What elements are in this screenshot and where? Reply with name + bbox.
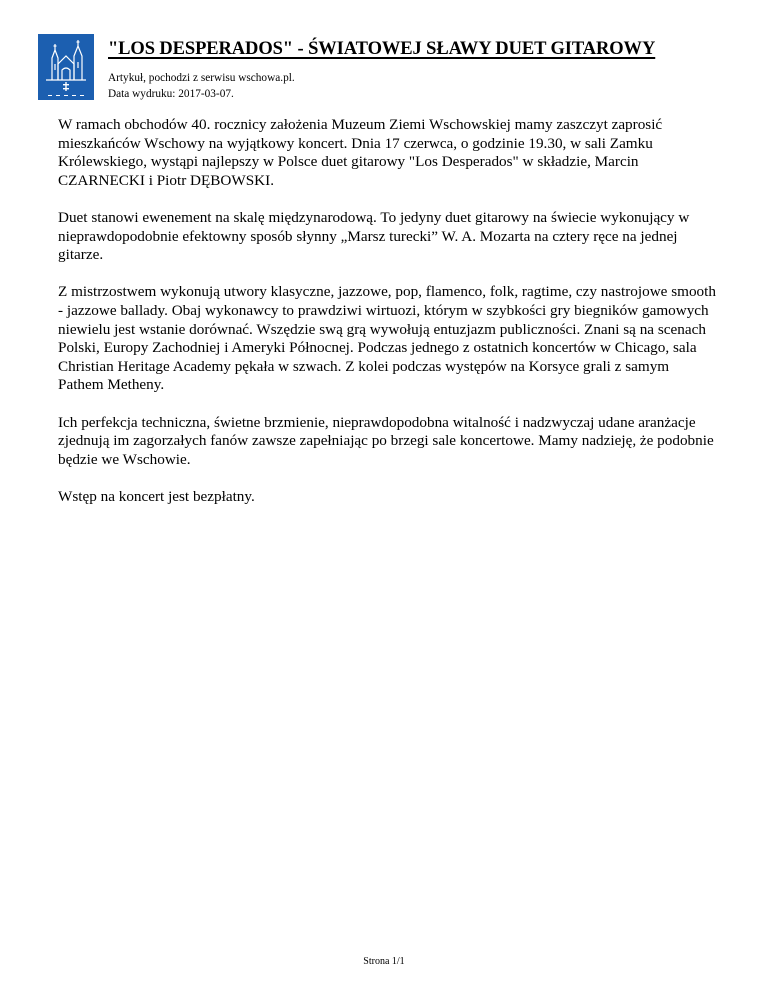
article-paragraph: Duet stanowi ewenement na skalę międzynarodową. To jedyny duet gitarowy na świecie wykonujący w nieprawdopodobnie efektowny sposób słynny „Marsz turecki” W. A. Mozarta na cztery ręce na jednej gitarze. <box>58 208 690 264</box>
article-paragraph: W ramach obchodów 40. rocznicy założenia Muzeum Ziemi Wschowskiej mamy zaszczyt zaprosić mieszkańców Wschowy na wyjątkowy koncert. Dnia 17 czerwca, o godzinie 19.30, w sali Zamku Królewskiego, wystąpi najlepszy w Polsce duet gitarowy "Los Desperados" w składzie, Marcin CZARNECKI i Piotr DĘBOWSKI. <box>58 116 663 189</box>
article-title: "LOS DESPERADOS" - ŚWIATOWEJ SŁAWY DUET GITAROWY <box>108 39 656 59</box>
source-line: Artykuł, pochodzi z serwisu wschowa.pl. <box>108 72 295 84</box>
article-paragraph: Ich perfekcja techniczna, świetne brzmienie, nieprawdopodobna witalność i nadzwyczaj udane aranżacje zjednują im zagorzałych fanów zawsze zapełniając po brzegi sale koncertowe. Mamy nadzieję, że podobnie będzie we Wschowie. <box>58 413 714 468</box>
article-paragraph: Z mistrzostwem wykonują utwory klasyczne, jazzowe, pop, flamenco, folk, ragtime, czy nastrojowe smooth - jazzowe ballady. Obaj wykonawcy to prawdziwi wirtuozi, którym w szybkości gry biegników gamowych niewielu jest wstanie dorównać. Wszędzie swą grą wywołują entuzjazm publiczności. Znani są na scenach Polski, Europy Zachodniej i Ameryki Północnej. Podczas jednego z ostatnich koncertów w Chicago, sala Christian Heritage Academy pękała w szwach. Z kolei podczas występów na Korsyce grali z samym Pathem Metheny. <box>58 283 716 394</box>
page-number: Strona 1/1 <box>363 956 405 967</box>
article-body <box>58 116 718 525</box>
article-paragraph: Wstęp na koncert jest bezpłatny. <box>58 487 255 505</box>
site-logo-icon <box>38 34 94 100</box>
print-date-line: Data wydruku: 2017-03-07. <box>108 88 234 100</box>
article-meta <box>108 70 295 102</box>
